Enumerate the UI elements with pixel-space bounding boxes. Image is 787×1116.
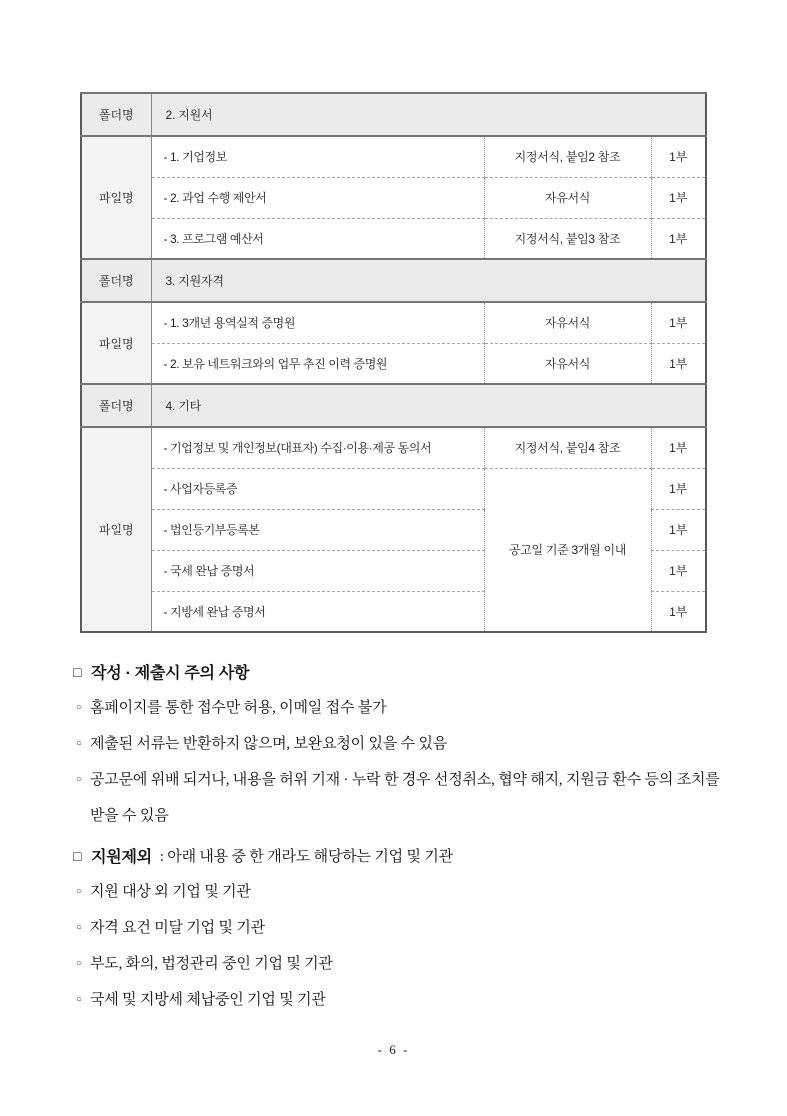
table-row xyxy=(81,468,706,509)
circle-bullet-icon: ○ xyxy=(76,886,82,897)
file-label: 파일명 xyxy=(81,136,151,259)
file-count: 1부 xyxy=(651,550,706,591)
list-item xyxy=(70,946,730,982)
exclusion-text: 국세 및 지방세 체납중인 기업 및 기관 xyxy=(90,992,326,1008)
file-count: 1부 xyxy=(651,136,706,177)
file-label: 파일명 xyxy=(81,427,151,632)
file-count: 1부 xyxy=(651,218,706,259)
exclusion-title: 지원제외 xyxy=(91,849,152,866)
exclusion-title-desc: : 아래 내용 중 한 개라도 해당하는 기업 및 기관 xyxy=(159,849,453,865)
file-label: 파일명 xyxy=(81,302,151,384)
table-row xyxy=(81,427,706,468)
folder-label: 폴더명 xyxy=(81,259,151,302)
circle-bullet-icon: ○ xyxy=(76,774,82,785)
folder-label: 폴더명 xyxy=(81,384,151,427)
file-name: - 기업정보 및 개인정보(대표자) 수집·이용·제공 동의서 xyxy=(151,427,484,468)
note-text: 공고문에 위배 되거나, 내용을 허위 기재 · 누락 한 경우 선정취소, 협약 해지, 지원금 환수 등의 조치를 받을 수 있음 xyxy=(90,772,720,824)
file-name: - 3. 프로그램 예산서 xyxy=(151,218,484,259)
table-row xyxy=(81,136,706,177)
file-count: 1부 xyxy=(651,468,706,509)
file-count: 1부 xyxy=(651,509,706,550)
circle-bullet-icon: ○ xyxy=(76,738,82,749)
notes-section xyxy=(70,660,730,834)
file-name: - 지방세 완납 증명서 xyxy=(151,591,484,632)
folder-label: 폴더명 xyxy=(81,93,151,136)
file-format: 자유서식 xyxy=(484,177,651,218)
folder-name: 2. 지원서 xyxy=(151,93,706,136)
file-name: - 사업자등록증 xyxy=(151,468,484,509)
note-text: 제출된 서류는 반환하지 않으며, 보완요청이 있을 수 있음 xyxy=(90,736,448,752)
file-name: - 1. 기업정보 xyxy=(151,136,484,177)
table-row xyxy=(81,218,706,259)
folder-row-3 xyxy=(81,259,706,302)
table-row xyxy=(81,302,706,343)
file-count: 1부 xyxy=(651,591,706,632)
table-row xyxy=(81,343,706,384)
folder-name: 4. 기타 xyxy=(151,384,706,427)
exclusion-section xyxy=(70,844,730,1018)
file-name: - 국세 완납 증명서 xyxy=(151,550,484,591)
notes-heading xyxy=(70,660,730,683)
file-format: 지정서식, 붙임4 참조 xyxy=(484,427,651,468)
file-format: 지정서식, 붙임2 참조 xyxy=(484,136,651,177)
notes-title: 작성 · 제출시 주의 사항 xyxy=(91,665,250,682)
list-item xyxy=(70,874,730,910)
folder-row-4 xyxy=(81,384,706,427)
file-name: - 2. 과업 수행 제안서 xyxy=(151,177,484,218)
list-item xyxy=(70,762,730,834)
circle-bullet-icon: ○ xyxy=(76,922,82,933)
circle-bullet-icon: ○ xyxy=(76,958,82,969)
file-name: - 2. 보유 네트워크와의 업무 추진 이력 증명원 xyxy=(151,343,484,384)
exclusion-text: 부도, 화의, 법정관리 중인 기업 및 기관 xyxy=(90,956,333,972)
file-format: 지정서식, 붙임3 참조 xyxy=(484,218,651,259)
folder-row-2 xyxy=(81,93,706,136)
file-format: 자유서식 xyxy=(484,302,651,343)
circle-bullet-icon: ○ xyxy=(76,702,82,713)
file-name: - 1. 3개년 용역실적 증명원 xyxy=(151,302,484,343)
submission-documents-table xyxy=(80,92,707,633)
folder-name: 3. 지원자격 xyxy=(151,259,706,302)
file-count: 1부 xyxy=(651,177,706,218)
note-text: 홈페이지를 통한 접수만 허용, 이메일 접수 불가 xyxy=(90,700,387,716)
list-item xyxy=(70,982,730,1018)
file-name: - 법인등기부등록본 xyxy=(151,509,484,550)
merged-format-cell: 공고일 기준 3개월 이내 xyxy=(484,468,651,632)
exclusion-text: 자격 요건 미달 기업 및 기관 xyxy=(90,920,265,936)
list-item xyxy=(70,910,730,946)
page-number: - 6 - xyxy=(377,1042,410,1057)
exclusion-heading xyxy=(70,844,730,867)
table-row xyxy=(81,177,706,218)
file-count: 1부 xyxy=(651,302,706,343)
file-count: 1부 xyxy=(651,427,706,468)
list-item xyxy=(70,726,730,762)
file-format: 자유서식 xyxy=(484,343,651,384)
circle-bullet-icon: ○ xyxy=(76,994,82,1005)
list-item xyxy=(70,690,730,726)
square-marker-icon: □ xyxy=(73,847,82,864)
square-marker-icon: □ xyxy=(73,663,82,680)
file-count: 1부 xyxy=(651,343,706,384)
exclusion-text: 지원 대상 외 기업 및 기관 xyxy=(90,884,251,900)
